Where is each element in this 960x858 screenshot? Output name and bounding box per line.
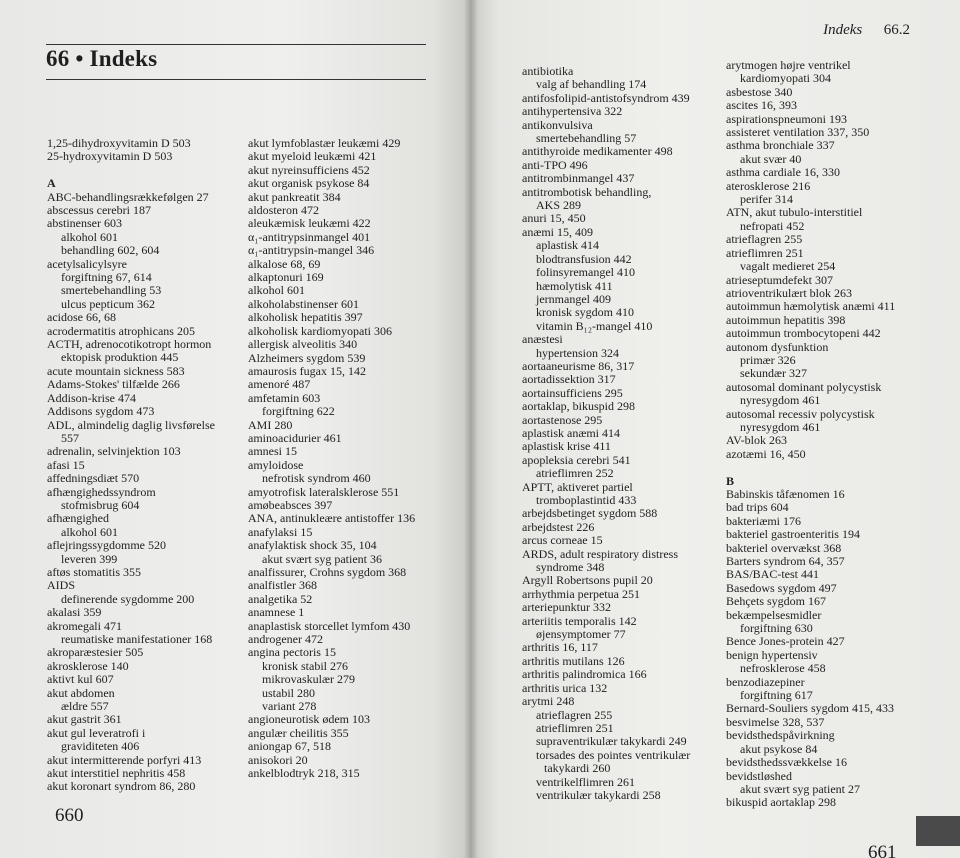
index-entry: anaplastisk storcellet lymfom 430 bbox=[248, 618, 411, 633]
index-entry: bevidsthedssvækkelse 16 bbox=[726, 755, 847, 770]
index-subentry: forgiftning 67, 614 bbox=[61, 270, 152, 285]
chapter-title: 66 • Indeks bbox=[46, 46, 158, 71]
index-subentry: nyresygdom 461 bbox=[740, 419, 821, 434]
index-entry: 1,25-dihydroxyvitamin D 503 bbox=[47, 136, 191, 150]
index-entry: Addison-krise 474 bbox=[47, 390, 136, 405]
index-entry: arthritis 16, 117 bbox=[522, 640, 598, 655]
index-entry: ACTH, adrenocotikotropt hormon bbox=[47, 337, 212, 352]
index-entry: anisokori 20 bbox=[248, 752, 308, 767]
index-entry: benzodiazepiner bbox=[726, 674, 805, 689]
index-entry: akroparæstesier 505 bbox=[47, 645, 144, 660]
index-entry: Argyll Robertsons pupil 20 bbox=[522, 573, 653, 588]
index-subentry: atrieflagren 255 bbox=[536, 707, 613, 722]
index-entry: akut myeloid leukæmi 421 bbox=[248, 149, 377, 164]
index-spacer bbox=[47, 164, 215, 177]
index-entry: AV-blok 263 bbox=[726, 433, 788, 448]
index-entry: amøbeabsces 397 bbox=[248, 497, 333, 512]
index-entry: antibiotika bbox=[522, 64, 574, 78]
index-entry: aftøs stomatitis 355 bbox=[47, 564, 141, 579]
index-column bbox=[522, 65, 690, 802]
index-entry: atrioventrikulært blok 263 bbox=[726, 285, 852, 300]
index-section-letter: A bbox=[47, 176, 56, 191]
index-entry: ARDS, adult respiratory distress bbox=[522, 546, 678, 561]
index-entry: antikonvulsiva bbox=[522, 117, 593, 132]
index-entry: anafylaksi 15 bbox=[248, 524, 313, 539]
index-subentry: nyresygdom 461 bbox=[740, 393, 821, 408]
index-entry: bevidstløshed bbox=[726, 768, 792, 783]
index-subentry: variant 278 bbox=[262, 699, 317, 714]
index-subentry: reumatiske manifestationer 168 bbox=[61, 632, 213, 647]
index-entry: bevidsthedspåvirkning bbox=[726, 728, 835, 743]
index-entry: amaurosis fugax 15, 142 bbox=[248, 363, 366, 378]
index-entry: abscessus cerebri 187 bbox=[47, 203, 151, 218]
index-entry: angioneurotisk ødem 103 bbox=[248, 712, 370, 727]
index-entry: Babinskis tåfænomen 16 bbox=[726, 486, 845, 501]
index-subentry: aplastisk 414 bbox=[536, 238, 599, 253]
index-subentry: ældre 557 bbox=[61, 699, 109, 714]
index-entry: autonom dysfunktion bbox=[726, 339, 829, 354]
index-entry: ascites 16, 393 bbox=[726, 98, 797, 113]
index-entry: arrhythmia perpetua 251 bbox=[522, 586, 640, 601]
index-subentry: stofmisbrug 604 bbox=[61, 497, 140, 512]
index-subentry: akut psykose 84 bbox=[740, 741, 818, 756]
index-entry: ATN, akut tubulo-interstitiel bbox=[726, 205, 863, 220]
index-entry: α₁-antitrypsinmangel 401 bbox=[248, 229, 371, 244]
index-subentry: ektopisk produktion 445 bbox=[61, 350, 179, 365]
index-entry: Adams-Stokes' tilfælde 266 bbox=[47, 377, 180, 392]
index-entry: antithyroide medikamenter 498 bbox=[522, 144, 673, 159]
index-entry: akromegali 471 bbox=[47, 618, 122, 633]
index-subentry: kardiomyopati 304 bbox=[740, 71, 831, 86]
index-subentry: ulcus pepticum 362 bbox=[61, 296, 155, 311]
index-entry: arthritis urica 132 bbox=[522, 680, 608, 695]
index-entry: arbejdstest 226 bbox=[522, 519, 595, 534]
index-entry: Basedows sygdom 497 bbox=[726, 580, 837, 595]
index-entry: aterosklerose 216 bbox=[726, 178, 811, 193]
thumb-tab bbox=[916, 816, 960, 846]
index-subentry: atrieflimren 252 bbox=[536, 466, 614, 481]
index-entry: arteriitis temporalis 142 bbox=[522, 613, 637, 628]
index-entry: asthma cardiale 16, 330 bbox=[726, 165, 840, 180]
index-subentry: nefrotisk syndrom 460 bbox=[262, 471, 371, 486]
page-number: 660 bbox=[55, 805, 84, 826]
index-entry: akrosklerose 140 bbox=[47, 658, 129, 673]
index-entry: anti-TPO 496 bbox=[522, 157, 588, 172]
index-subentry: tromboplastintid 433 bbox=[536, 493, 637, 507]
index-entry: anuri 15, 450 bbox=[522, 211, 586, 226]
index-subentry: øjensymptomer 77 bbox=[536, 627, 626, 642]
index-entry: bakteriel gastroenteritis 194 bbox=[726, 527, 860, 542]
index-entry: bikuspid aortaklap 298 bbox=[726, 795, 836, 810]
index-entry: Bernard-Souliers sygdom 415, 433 bbox=[726, 701, 894, 716]
index-entry: AMI 280 bbox=[248, 417, 293, 432]
index-subentry: behandling 602, 604 bbox=[61, 243, 160, 258]
index-entry: antitrombinmangel 437 bbox=[522, 171, 635, 186]
index-subentry: forgiftning 622 bbox=[262, 404, 335, 419]
index-entry: arthritis mutilans 126 bbox=[522, 653, 625, 668]
index-subentry: kronisk stabil 276 bbox=[262, 658, 348, 673]
index-subentry: supraventrikulær takykardi 249 bbox=[536, 734, 687, 749]
index-subentry: AKS 289 bbox=[536, 198, 582, 213]
index-entry: autoimmun hepatitis 398 bbox=[726, 312, 846, 327]
index-entry: Addisons sygdom 473 bbox=[47, 404, 155, 419]
index-column bbox=[47, 137, 215, 794]
index-entry: Bence Jones-protein 427 bbox=[726, 634, 845, 649]
index-entry: amyotrofisk lateralsklerose 551 bbox=[248, 484, 400, 499]
index-subentry: 557 bbox=[61, 430, 79, 445]
index-entry: alkaptonuri 169 bbox=[248, 270, 324, 285]
running-head-number: 66.2 bbox=[883, 22, 910, 38]
index-entry: akut lymfoblastær leukæmi 429 bbox=[248, 136, 401, 150]
index-subentry: hæmolytisk 411 bbox=[536, 278, 613, 293]
index-subentry: atrieflimren 251 bbox=[536, 720, 614, 735]
index-entry: allergisk alveolitis 340 bbox=[248, 337, 358, 352]
index-subentry: hypertension 324 bbox=[536, 345, 619, 360]
running-head-title: Indeks bbox=[823, 22, 863, 38]
index-entry: acetylsalicylsyre bbox=[47, 256, 127, 271]
index-entry: alkohol 601 bbox=[248, 283, 305, 298]
index-entry: androgener 472 bbox=[248, 632, 323, 647]
index-entry: aortaklap, bikuspid 298 bbox=[522, 399, 635, 414]
index-entry: autosomal recessiv polycystisk bbox=[726, 406, 875, 421]
index-entry: afasi 15 bbox=[47, 457, 85, 472]
index-entry: autosomal dominant polycystisk bbox=[726, 379, 882, 394]
index-entry: acrodermatitis atrophicans 205 bbox=[47, 323, 195, 338]
index-subentry: graviditeten 406 bbox=[61, 739, 140, 754]
index-entry: asbestose 340 bbox=[726, 84, 793, 99]
index-entry: Barters syndrom 64, 357 bbox=[726, 554, 845, 569]
index-entry: akut abdomen bbox=[47, 685, 115, 700]
index-subentry: folinsyremangel 410 bbox=[536, 265, 635, 280]
index-subentry: kronisk sygdom 410 bbox=[536, 305, 635, 320]
index-spacer bbox=[726, 461, 895, 474]
index-entry: benign hypertensiv bbox=[726, 647, 818, 662]
index-column bbox=[726, 59, 895, 810]
index-entry: bad trips 604 bbox=[726, 500, 789, 515]
index-entry: ankelblodtryk 218, 315 bbox=[248, 766, 360, 781]
index-subentry: smertebehandling 53 bbox=[61, 283, 162, 298]
index-entry: Alzheimers sygdom 539 bbox=[248, 350, 366, 365]
index-column bbox=[248, 137, 415, 781]
index-subentry: forgiftning 630 bbox=[740, 621, 813, 636]
index-entry: APTT, aktiveret partiel bbox=[522, 479, 633, 494]
index-entry: amfetamin 603 bbox=[248, 390, 321, 405]
index-entry: amenoré 487 bbox=[248, 377, 311, 392]
index-entry: alkoholisk kardiomyopati 306 bbox=[248, 323, 392, 338]
index-entry: acute mountain sickness 583 bbox=[47, 363, 185, 378]
top-rule-lower bbox=[46, 79, 426, 80]
index-entry: antihypertensiva 322 bbox=[522, 104, 623, 119]
index-entry: arytmi 248 bbox=[522, 694, 575, 709]
index-entry: anafylaktisk shock 35, 104 bbox=[248, 538, 377, 553]
index-subentry: perifer 314 bbox=[740, 192, 793, 207]
index-entry: atrieflimren 251 bbox=[726, 245, 804, 260]
index-subentry: definerende sygdomme 200 bbox=[61, 591, 195, 606]
index-entry: Behçets sygdom 167 bbox=[726, 594, 826, 609]
index-subentry: valg af behandling 174 bbox=[536, 77, 647, 92]
index-entry: autoimmun hæmolytisk anæmi 411 bbox=[726, 299, 896, 314]
index-entry: aminoacidurier 461 bbox=[248, 430, 342, 445]
index-subentry: syndrome 348 bbox=[536, 560, 605, 575]
index-entry: analfistler 368 bbox=[248, 578, 317, 593]
index-entry: apopleksia cerebri 541 bbox=[522, 452, 631, 467]
index-entry: antitrombotisk behandling, bbox=[522, 184, 652, 199]
index-entry: aortaaneurisme 86, 317 bbox=[522, 358, 635, 373]
index-subentry: nefrosklerose 458 bbox=[740, 661, 826, 676]
index-entry: alkalose 68, 69 bbox=[248, 256, 321, 271]
index-entry: affedningsdiæt 570 bbox=[47, 471, 140, 486]
top-rule-upper bbox=[46, 44, 426, 45]
index-entry: aktivt kul 607 bbox=[47, 672, 114, 687]
index-entry: atrieseptumdefekt 307 bbox=[726, 272, 833, 287]
index-entry: aspirationspneumoni 193 bbox=[726, 111, 847, 126]
index-subentry: torsades des pointes ventrikulær bbox=[536, 747, 691, 762]
index-subentry: leveren 399 bbox=[61, 551, 118, 566]
index-subentry: blodtransfusion 442 bbox=[536, 251, 632, 266]
index-subentry: mikrovaskulær 279 bbox=[262, 672, 355, 687]
index-subentry: takykardi 260 bbox=[544, 761, 611, 776]
index-entry: angulær cheilitis 355 bbox=[248, 725, 349, 740]
index-entry: autoimmun trombocytopeni 442 bbox=[726, 326, 881, 341]
index-entry: angina pectoris 15 bbox=[248, 645, 336, 660]
index-entry: akut gul leveratrofi i bbox=[47, 725, 146, 740]
index-subentry: vagalt medieret 254 bbox=[740, 259, 836, 274]
index-subentry: forgiftning 617 bbox=[740, 688, 813, 703]
index-entry: arytmogen højre ventrikel bbox=[726, 58, 851, 72]
index-entry: bakteriæmi 176 bbox=[726, 513, 801, 528]
index-entry: analgetika 52 bbox=[248, 591, 313, 606]
index-subentry: akut svært syg patient 36 bbox=[262, 551, 382, 566]
index-subentry: akut svær 40 bbox=[740, 151, 802, 166]
index-entry: ABC-behandlingsrækkefølgen 27 bbox=[47, 189, 209, 204]
index-entry: aplastisk krise 411 bbox=[522, 439, 611, 454]
index-entry: arthritis palindromica 166 bbox=[522, 667, 647, 682]
index-entry: afhængighedssyndrom bbox=[47, 484, 156, 499]
index-entry: abstinenser 603 bbox=[47, 216, 122, 231]
index-subentry: vitamin B₁₂-mangel 410 bbox=[536, 318, 653, 333]
index-entry: anamnese 1 bbox=[248, 605, 305, 620]
index-subentry: jernmangel 409 bbox=[536, 291, 611, 306]
index-entry: anæmi 15, 409 bbox=[522, 224, 593, 239]
index-entry: arteriepunktur 332 bbox=[522, 600, 611, 615]
index-subentry: alkohol 601 bbox=[61, 229, 118, 244]
index-entry: akut nyreinsufficiens 452 bbox=[248, 162, 370, 177]
index-entry: besvimelse 328, 537 bbox=[726, 714, 825, 729]
index-entry: acidose 66, 68 bbox=[47, 310, 116, 325]
page-number: 661 bbox=[868, 842, 897, 858]
index-entry: aortadissektion 317 bbox=[522, 372, 616, 387]
index-entry: BAS/BAC-test 441 bbox=[726, 567, 820, 582]
index-entry: alkoholabstinenser 601 bbox=[248, 296, 359, 311]
index-entry: antifosfolipid-antistofsyndrom 439 bbox=[522, 90, 690, 105]
index-subentry: nefropati 452 bbox=[740, 218, 805, 233]
index-entry: afhængighed bbox=[47, 511, 109, 526]
index-entry: bakteriel overvækst 368 bbox=[726, 540, 842, 555]
right-page bbox=[470, 0, 960, 858]
index-subentry: alkohol 601 bbox=[61, 524, 118, 539]
running-head bbox=[823, 22, 910, 39]
index-entry: akut organisk psykose 84 bbox=[248, 176, 370, 191]
index-entry: 25-hydroxyvitamin D 503 bbox=[47, 149, 173, 164]
index-entry: assisteret ventilation 337, 350 bbox=[726, 125, 870, 140]
index-entry: amyloidose bbox=[248, 457, 304, 472]
index-entry: akut intermitterende porfyri 413 bbox=[47, 752, 202, 767]
book-gutter bbox=[464, 0, 478, 858]
index-subentry: smertebehandling 57 bbox=[536, 131, 637, 146]
index-subentry: sekundær 327 bbox=[740, 366, 807, 381]
index-entry: ANA, antinukleære antistoffer 136 bbox=[248, 511, 416, 526]
index-entry: akut pankreatit 384 bbox=[248, 189, 341, 204]
index-entry: aortainsufficiens 295 bbox=[522, 385, 623, 400]
index-entry: aniongap 67, 518 bbox=[248, 739, 331, 754]
index-entry: aortastenose 295 bbox=[522, 412, 603, 427]
index-subentry: ventrikelflimren 261 bbox=[536, 774, 635, 789]
index-entry: asthma bronchiale 337 bbox=[726, 138, 835, 153]
index-entry: arcus corneae 15 bbox=[522, 533, 603, 548]
index-entry: akalasi 359 bbox=[47, 605, 102, 620]
index-entry: α₁-antitrypsin-mangel 346 bbox=[248, 243, 375, 258]
index-entry: azotæmi 16, 450 bbox=[726, 446, 806, 461]
index-subentry: ustabil 280 bbox=[262, 685, 315, 700]
index-entry: ADL, almindelig daglig livsførelse bbox=[47, 417, 215, 432]
index-entry: adrenalin, selvinjektion 103 bbox=[47, 444, 181, 459]
index-entry: akut gastrit 361 bbox=[47, 712, 122, 727]
index-entry: AIDS bbox=[47, 578, 76, 593]
index-entry: amnesi 15 bbox=[248, 444, 297, 459]
index-entry: arbejdsbetinget sygdom 588 bbox=[522, 506, 658, 521]
index-entry: anæstesi bbox=[522, 332, 563, 347]
index-subentry: primær 326 bbox=[740, 352, 796, 367]
index-entry: aldosteron 472 bbox=[248, 203, 319, 218]
index-entry: alkoholisk hepatitis 397 bbox=[248, 310, 363, 325]
index-entry: atrieflagren 255 bbox=[726, 232, 803, 247]
index-entry: aflejringssygdomme 520 bbox=[47, 538, 166, 553]
index-subentry: akut svært syg patient 27 bbox=[740, 781, 860, 796]
index-subentry: ventrikulær takykardi 258 bbox=[536, 787, 661, 802]
index-entry: analfissurer, Crohns sygdom 368 bbox=[248, 565, 407, 579]
left-page bbox=[0, 0, 470, 858]
index-entry: bekæmpelsesmidler bbox=[726, 607, 822, 622]
index-entry: akut interstitiel nephritis 458 bbox=[47, 766, 186, 781]
index-entry: aplastisk anæmi 414 bbox=[522, 425, 620, 440]
index-entry: akut koronart syndrom 86, 280 bbox=[47, 779, 196, 794]
index-section-letter: B bbox=[726, 473, 735, 488]
index-entry: aleukæmisk leukæmi 422 bbox=[248, 216, 371, 231]
